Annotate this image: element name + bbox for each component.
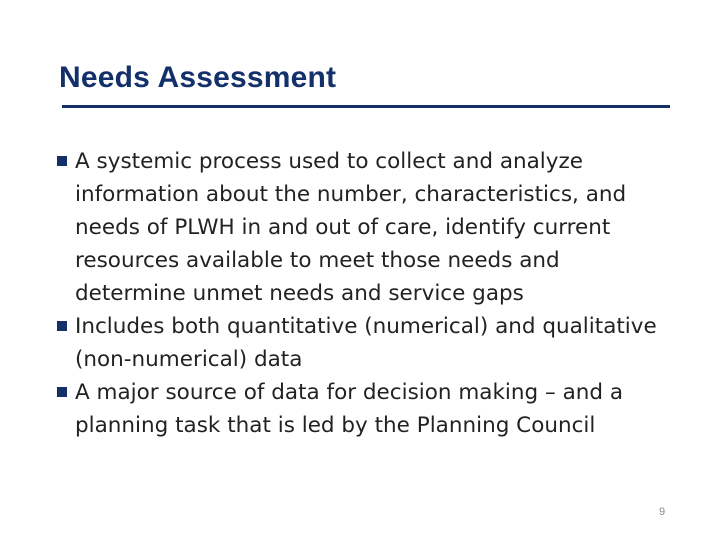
bullet-item xyxy=(57,376,677,442)
bullet-item xyxy=(57,145,677,310)
slide-title: Needs Assessment xyxy=(59,61,337,94)
bullet-text: Includes both quantitative (numerical) and qualitative (non-numerical) data xyxy=(75,314,657,372)
page-number: 9 xyxy=(658,506,666,518)
bullet-item xyxy=(57,310,677,376)
bullet-text: A systemic process used to collect and analyze information about the number, characteristics, and needs of PLWH in and out of care, identify current resources available to meet those needs and determine unmet needs and service gaps xyxy=(75,149,627,306)
square-bullet-icon xyxy=(57,321,67,331)
square-bullet-icon xyxy=(57,156,67,166)
bullet-list xyxy=(57,145,677,442)
title-underline xyxy=(62,105,670,108)
square-bullet-icon xyxy=(57,387,67,397)
bullet-text: A major source of data for decision making – and a planning task that is led by the Planning Council xyxy=(75,380,624,438)
